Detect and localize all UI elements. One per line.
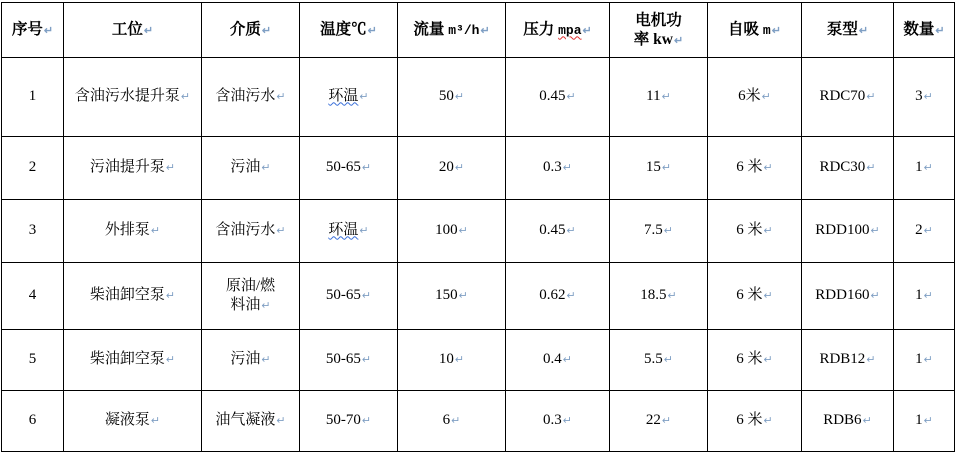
cell-pump-model (802, 263, 894, 330)
paragraph-mark-icon: ↵ (261, 162, 271, 175)
column-header-self-priming (708, 3, 802, 58)
cell-value: 6 (28, 412, 37, 429)
cell-serial (2, 263, 64, 330)
cell-quantity (894, 58, 955, 137)
cell-temperature (300, 58, 398, 137)
cell-value: 1 (915, 159, 923, 176)
paragraph-mark-icon: ↵ (761, 91, 771, 104)
cell-value: 18.5 (640, 287, 667, 304)
cell-quantity (894, 391, 955, 452)
cell-value: 0.4 (543, 351, 562, 368)
cell-pump-model (802, 137, 894, 200)
cell-pump-model (802, 330, 894, 391)
cell-medium (202, 391, 300, 452)
table-row (2, 330, 955, 391)
cell-self-priming (708, 391, 802, 452)
paragraph-mark-icon: ↵ (150, 415, 161, 428)
cell-value-line2: 料油 (230, 297, 261, 313)
column-header-station-label: 工位 (111, 21, 143, 39)
cell-value: 5.5 (644, 351, 663, 368)
cell-value: 2 (28, 159, 37, 176)
paragraph-mark-icon: ↵ (935, 25, 945, 38)
cell-value: 0.62 (539, 287, 566, 304)
cell-station (64, 263, 202, 330)
cell-value: 10 (438, 351, 454, 368)
cell-value: 6 米 (736, 351, 763, 368)
paragraph-mark-icon: ↵ (866, 354, 876, 367)
cell-temperature (300, 330, 398, 391)
cell-pump-model (802, 391, 894, 452)
paragraph-mark-icon: ↵ (165, 162, 176, 175)
cell-value: 150 (435, 287, 458, 304)
paragraph-mark-icon: ↵ (923, 415, 933, 428)
cell-value: 油气凝液 (215, 412, 276, 429)
table-row (2, 391, 955, 452)
cell-motor-power (610, 263, 708, 330)
paragraph-mark-icon: ↵ (763, 225, 773, 238)
paragraph-mark-icon: ↵ (562, 354, 572, 367)
paragraph-mark-icon: ↵ (361, 354, 372, 367)
paragraph-mark-icon: ↵ (923, 290, 933, 303)
cell-temperature (300, 263, 398, 330)
cell-pump-model (802, 200, 894, 263)
cell-value-line1: 原油/燃 (225, 277, 276, 294)
cell-value: 含油污水 (215, 88, 276, 105)
paragraph-mark-icon: ↵ (143, 25, 154, 38)
column-header-quantity (894, 3, 955, 58)
paragraph-mark-icon: ↵ (870, 290, 880, 303)
cell-value: 6米 (738, 88, 761, 105)
paragraph-mark-icon: ↵ (359, 225, 369, 238)
cell-value: 污油提升泵 (89, 159, 165, 176)
cell-value: 污油 (230, 159, 261, 176)
column-header-serial-label: 序号 (11, 21, 43, 39)
table-header-row (2, 3, 955, 58)
paragraph-mark-icon: ↵ (458, 225, 468, 238)
cell-flow (398, 263, 506, 330)
paragraph-mark-icon: ↵ (566, 91, 576, 104)
pump-specification-table (1, 2, 955, 452)
column-header-motor-power-line2: 率 kw (633, 31, 673, 48)
paragraph-mark-icon: ↵ (276, 225, 286, 238)
column-header-flow (398, 3, 506, 58)
cell-value: 0.45 (539, 88, 566, 105)
paragraph-mark-icon: ↵ (150, 225, 161, 238)
column-header-medium-label: 介质 (229, 21, 261, 39)
document-page (0, 2, 957, 469)
cell-self-priming (708, 330, 802, 391)
paragraph-mark-icon: ↵ (673, 35, 684, 47)
paragraph-mark-icon: ↵ (661, 91, 671, 104)
cell-quantity (894, 330, 955, 391)
cell-medium (202, 263, 300, 330)
cell-value: RDB6 (823, 412, 862, 429)
paragraph-mark-icon: ↵ (763, 290, 773, 303)
cell-medium (202, 330, 300, 391)
cell-value: 0.45 (539, 222, 566, 239)
cell-station (64, 137, 202, 200)
paragraph-mark-icon: ↵ (763, 415, 773, 428)
table-row (2, 200, 955, 263)
paragraph-mark-icon: ↵ (261, 25, 272, 38)
cell-quantity (894, 137, 955, 200)
cell-value: RDD100 (815, 222, 870, 239)
paragraph-mark-icon: ↵ (923, 162, 933, 175)
cell-value: 1 (915, 287, 923, 304)
paragraph-mark-icon: ↵ (361, 290, 372, 303)
cell-value: 环温 (328, 88, 359, 105)
cell-station (64, 58, 202, 137)
paragraph-mark-icon: ↵ (359, 91, 369, 104)
paragraph-mark-icon: ↵ (866, 91, 876, 104)
paragraph-mark-icon: ↵ (361, 162, 372, 175)
cell-value: 20 (438, 159, 454, 176)
cell-value: 柴油卸空泵 (89, 287, 165, 304)
column-header-pump-model (802, 3, 894, 58)
paragraph-mark-icon: ↵ (458, 290, 468, 303)
cell-flow (398, 58, 506, 137)
cell-self-priming (708, 263, 802, 330)
cell-motor-power (610, 200, 708, 263)
cell-value: 11 (646, 88, 661, 105)
cell-pressure (506, 58, 610, 137)
cell-quantity (894, 200, 955, 263)
cell-self-priming (708, 58, 802, 137)
cell-value: 22 (645, 412, 661, 429)
paragraph-mark-icon: ↵ (480, 25, 490, 38)
cell-value: 污油 (230, 351, 261, 368)
cell-value: 6 (442, 412, 451, 429)
paragraph-mark-icon: ↵ (165, 290, 176, 303)
paragraph-mark-icon: ↵ (923, 91, 933, 104)
cell-motor-power (610, 137, 708, 200)
cell-temperature (300, 200, 398, 263)
paragraph-mark-icon: ↵ (582, 25, 592, 38)
cell-temperature (300, 391, 398, 452)
cell-quantity (894, 263, 955, 330)
cell-value: 6 米 (736, 412, 763, 429)
cell-value: 7.5 (644, 222, 663, 239)
cell-motor-power (610, 330, 708, 391)
cell-value: 含油污水提升泵 (74, 88, 180, 105)
column-header-motor-power (610, 3, 708, 58)
column-header-station (64, 3, 202, 58)
paragraph-mark-icon: ↵ (454, 91, 465, 104)
column-header-pump-model-label: 泵型 (826, 21, 858, 39)
cell-value: 1 (915, 412, 923, 429)
cell-self-priming (708, 200, 802, 263)
column-header-temperature (300, 3, 398, 58)
column-header-pressure-label: 压力 (523, 21, 555, 39)
paragraph-mark-icon: ↵ (454, 354, 465, 367)
cell-pressure (506, 200, 610, 263)
cell-value: 3 (28, 222, 37, 239)
paragraph-mark-icon: ↵ (361, 415, 372, 428)
paragraph-mark-icon: ↵ (858, 25, 869, 38)
column-header-pressure-unit: mpa (558, 23, 582, 39)
paragraph-mark-icon: ↵ (454, 162, 465, 175)
cell-value: 5 (28, 351, 37, 368)
cell-motor-power (610, 58, 708, 137)
paragraph-mark-icon: ↵ (763, 162, 773, 175)
cell-value: 50-65 (325, 159, 361, 176)
table-row (2, 58, 955, 137)
cell-station (64, 330, 202, 391)
cell-flow (398, 330, 506, 391)
cell-value: 柴油卸空泵 (89, 351, 165, 368)
cell-medium (202, 58, 300, 137)
paragraph-mark-icon: ↵ (866, 162, 876, 175)
cell-value: 1 (915, 351, 923, 368)
cell-value: 含油污水 (215, 222, 276, 239)
paragraph-mark-icon: ↵ (661, 162, 672, 175)
paragraph-mark-icon: ↵ (566, 225, 576, 238)
cell-value: 50 (438, 88, 454, 105)
column-header-pressure (506, 3, 610, 58)
cell-temperature (300, 137, 398, 200)
cell-value: 50-65 (325, 287, 361, 304)
cell-value: 外排泵 (104, 222, 150, 239)
cell-value: 凝液泵 (104, 412, 150, 429)
column-header-flow-unit: m³/h (448, 23, 480, 39)
cell-self-priming (708, 137, 802, 200)
cell-medium (202, 137, 300, 200)
cell-value: 50-70 (325, 412, 361, 429)
cell-serial (2, 137, 64, 200)
cell-value: 0.3 (543, 159, 562, 176)
paragraph-mark-icon: ↵ (261, 300, 271, 312)
paragraph-mark-icon: ↵ (663, 225, 673, 238)
paragraph-mark-icon: ↵ (261, 354, 271, 367)
cell-flow (398, 200, 506, 263)
cell-value: 50-65 (325, 351, 361, 368)
paragraph-mark-icon: ↵ (771, 25, 781, 38)
cell-serial (2, 58, 64, 137)
paragraph-mark-icon: ↵ (870, 225, 880, 238)
cell-value: 4 (28, 287, 37, 304)
paragraph-mark-icon: ↵ (923, 225, 933, 238)
column-header-serial (2, 3, 64, 58)
paragraph-mark-icon: ↵ (862, 415, 872, 428)
cell-value: 3 (915, 88, 923, 105)
paragraph-mark-icon: ↵ (562, 415, 572, 428)
paragraph-mark-icon: ↵ (451, 415, 461, 428)
cell-motor-power (610, 391, 708, 452)
cell-value: 环温 (328, 222, 359, 239)
paragraph-mark-icon: ↵ (667, 290, 677, 303)
paragraph-mark-icon: ↵ (276, 91, 286, 104)
cell-pressure (506, 330, 610, 391)
cell-value: 100 (435, 222, 458, 239)
cell-value: 6 米 (736, 159, 763, 176)
table-row (2, 263, 955, 330)
cell-serial (2, 200, 64, 263)
paragraph-mark-icon: ↵ (43, 25, 54, 38)
cell-value: RDD160 (815, 287, 870, 304)
paragraph-mark-icon: ↵ (562, 162, 572, 175)
cell-serial (2, 391, 64, 452)
column-header-quantity-label: 数量 (903, 21, 935, 39)
cell-pump-model (802, 58, 894, 137)
column-header-temperature-label: 温度℃ (320, 21, 367, 39)
column-header-medium (202, 3, 300, 58)
paragraph-mark-icon: ↵ (661, 415, 672, 428)
cell-value: RDB12 (819, 351, 866, 368)
cell-station (64, 200, 202, 263)
paragraph-mark-icon: ↵ (923, 354, 933, 367)
table-row (2, 137, 955, 200)
cell-flow (398, 137, 506, 200)
cell-value: 1 (28, 88, 37, 105)
cell-pressure (506, 391, 610, 452)
column-header-self-priming-unit: m (762, 23, 771, 39)
cell-value: 6 米 (736, 287, 763, 304)
cell-flow (398, 391, 506, 452)
paragraph-mark-icon: ↵ (165, 354, 176, 367)
column-header-self-priming-label: 自吸 (728, 21, 760, 39)
cell-value: 2 (915, 222, 923, 239)
paragraph-mark-icon: ↵ (367, 25, 377, 38)
cell-pressure (506, 263, 610, 330)
cell-serial (2, 330, 64, 391)
paragraph-mark-icon: ↵ (180, 91, 191, 104)
cell-value: 15 (645, 159, 661, 176)
column-header-motor-power-line1: 电机功 (635, 11, 682, 29)
paragraph-mark-icon: ↵ (566, 290, 576, 303)
paragraph-mark-icon: ↵ (276, 415, 286, 428)
paragraph-mark-icon: ↵ (663, 354, 673, 367)
cell-station (64, 391, 202, 452)
cell-value: 6 米 (736, 222, 763, 239)
cell-value: RDC70 (819, 88, 866, 105)
cell-medium (202, 200, 300, 263)
cell-pressure (506, 137, 610, 200)
column-header-flow-label: 流量 (413, 21, 445, 39)
paragraph-mark-icon: ↵ (763, 354, 773, 367)
cell-value: RDC30 (819, 159, 866, 176)
cell-value: 0.3 (543, 412, 562, 429)
